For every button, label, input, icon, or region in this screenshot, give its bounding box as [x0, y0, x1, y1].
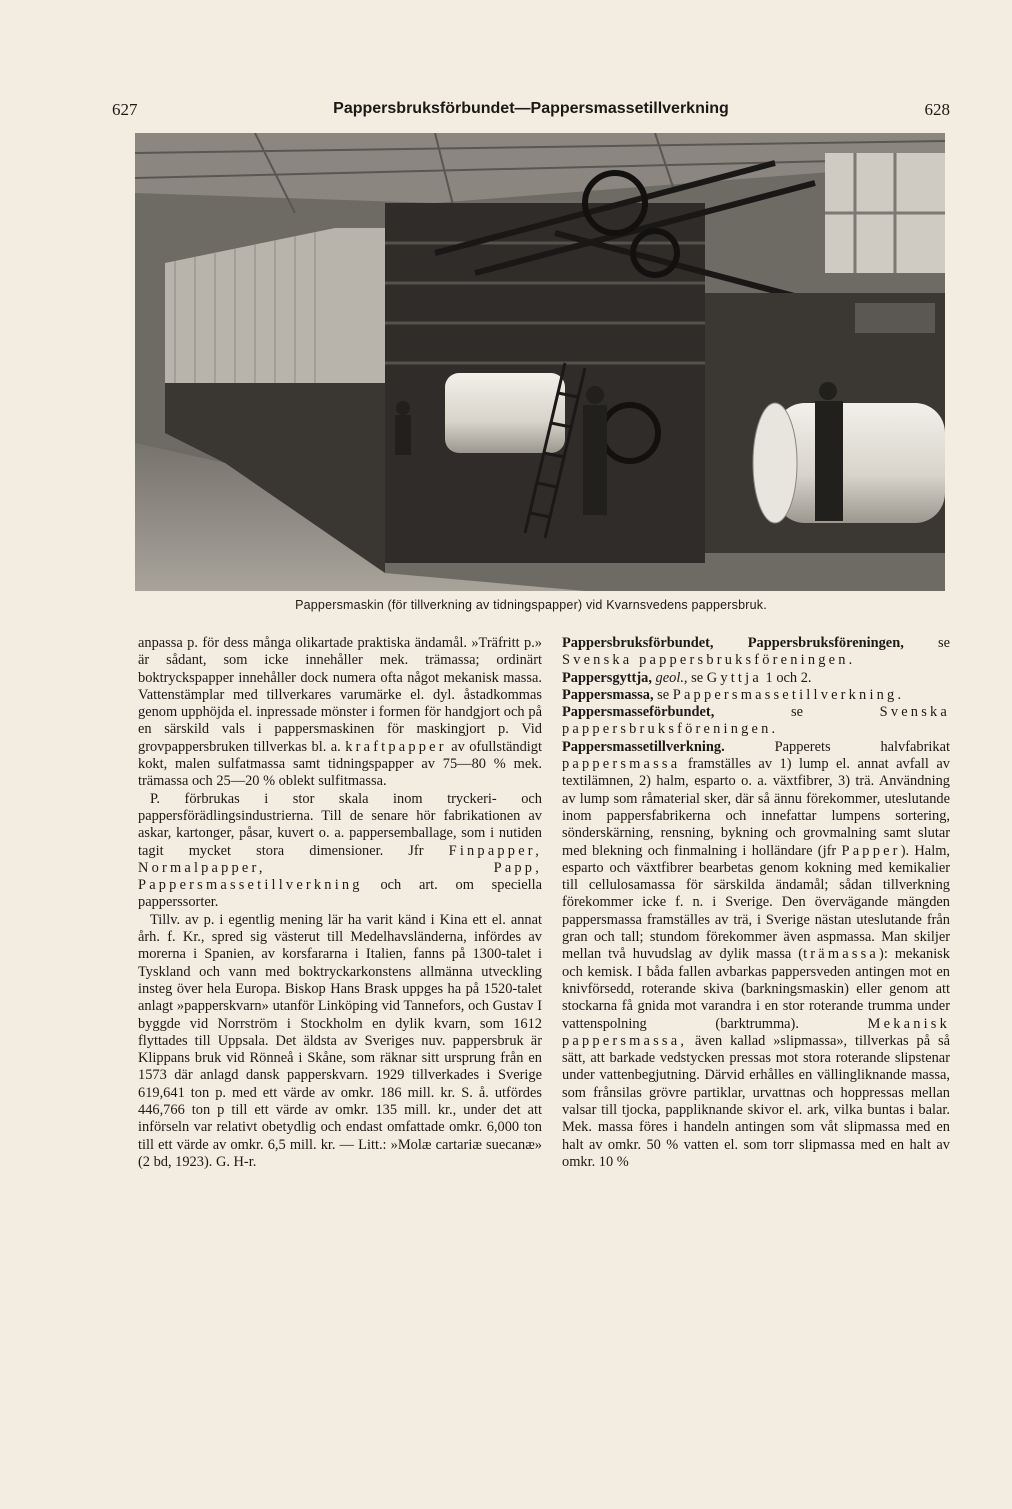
e2-rest: 1 och 2.: [765, 669, 812, 686]
entry-pappersmasseforbundet: [562, 704, 950, 739]
e2-qualifier: geol.,: [655, 669, 688, 686]
p2-ref-2: Normalpapper,: [138, 859, 266, 876]
entry-pappersgyttja: [562, 670, 950, 687]
p2-ref-4: Pappersmassetillverkning: [138, 877, 363, 894]
paragraph-3: Tillv. av p. i egentlig mening lär ha varit känd i Kina ett el. annat årh. f. Kr., spred sig västerut till Medelhavsländerna, infördes av morerna i Spanien, av korsfararna i Italien, fanns på 1300-talet i Tyskland och vann med boktryckarkonstens allmänna utveckling insteg över hela Europa. Biskop Hans Brask uppges ha på 1520-talet anlagt »papperskvarn» utanför Linköping vid Tannefors, och Gustav I byggde vid Norrström i Stockholm en dylik kvarn, som 1612 flyttades till Uppsala. Det äldsta av Sveriges nuv. pappersbruk är Klippans bruk vid Rönneå i Skåne, som räknar sitt ursprung från en 1573 där anlagd dansk papperskvarn. 1929 tillverkades i Sverige 619,641 ton p. med ett värde av omkr. 186 mill. kr. S. å. utfördes 446,766 ton p till ett värde av omkr. 135 mill. kr., under det att införseln var relativt obetydlig och endast omfattade omkr. 6,000 ton till ett värde av omkr. 6,5 mill. kr. — Litt.: »Molæ cartariæ suecanæ» (2 bd, 1923). G. H-r.: [138, 911, 542, 1170]
e1-ref: Svenska pappersbruksföreningen.: [562, 652, 856, 669]
e5-text-b: framställes av 1) lump el. annat avfall av textilämnen, 2) halm, esparto o. a. växtfibrer, 3) trä. Användning av lump som råmaterial sker, där så ännu förekommer, uteslutande inom pappersfabrikerna och innefattar lumpens sortering, sönderskärning, rensning, bykning och grovmalning samt slutar med blekning och finmalning i holländare (jfr: [562, 756, 950, 859]
paragraph-2: [138, 791, 542, 912]
e2-term: Pappersgyttja,: [562, 669, 652, 686]
e4-se: se: [790, 704, 803, 721]
p2-text-b: och art. om speciella papperssorter.: [138, 877, 542, 911]
e1-se: se: [938, 635, 950, 651]
paper-machine-photo: [135, 133, 945, 591]
p2-ref-3: Papp,: [493, 859, 542, 876]
running-title: Pappersbruksförbundet—Pappersmassetillverkning: [333, 100, 729, 117]
entry-pappersmassa: [562, 687, 950, 704]
entry-pappersbruksforbundet: [562, 635, 950, 670]
e5-term: Pappersmassetillverkning.: [562, 738, 725, 755]
e5-spaced-2: Papper: [841, 842, 901, 859]
e4-term: Pappersmasseförbundet,: [562, 704, 715, 721]
paper-machine-illustration: [135, 133, 945, 591]
e5-text-d: ): mekanisk och kemisk. I båda fallen avbarkas pappersveden antingen mot en knivförsedd, roterande skiva (barkningsmaskin) eller genom att stockarna få gnida mot varandra i en stor roterande trumma under vattenspolning (barktrumma).: [562, 946, 950, 1032]
p1-text-a: anpassa p. för dess många olikartade praktiska ändamål. »Träfritt p.» är sådant, som icke innehåller mek. trämassa; ordinärt boktryckspapper innehåller dock numera ofta något mekanisk massa. Vattenstämplar med tillverkares varumärke el. dyl. åstadkommas genom upphöjda el. inpressade mönster i formen för handgjort och på en särskild vals i pappersmaskinen för maskingjort p. Vid grovpappersbruken tillverkas bl. a.: [138, 635, 542, 755]
e5-spaced-3: trämassa: [803, 946, 880, 963]
e3-se: se: [657, 686, 670, 703]
entry-pappersmassetillverkning: [562, 739, 950, 1171]
left-column: [138, 635, 542, 1171]
e1-term-2: Pappersbruksföreningen,: [747, 635, 904, 651]
p2-ref-1: Finpapper,: [448, 842, 542, 859]
e5-text-c: ). Halm, esparto och växtfibrer bearbetas genom kokning med kemikalier till cellulosamassa för särskilda ändamål; sådan tillverkning förekommer icke f. n. i Sverige. Den övervägande mängden pappersmassa framställes av trä, i Sverige nästan uteslutande från gran och tall; stundom förekommer även aspmassa. Man skiljer mellan två huvudslag av dylik massa (: [562, 842, 950, 963]
paragraph-1: [138, 635, 542, 791]
right-column: [562, 635, 950, 1171]
e2-ref: Gyttja: [706, 669, 762, 686]
p2-text-a: P. förbrukas i stor skala inom tryckeri- och pappersförädlingsindustrierna. Till de senare hör fabrikationen av askar, kartonger, påsar, kuvert o. a. pappersemballage, som i nutiden tagit mycket stora dimensioner. Jfr: [138, 790, 542, 859]
p1-text-b: av ofullständigt kokt, malen sulfatmassa samt tidningspapper av 75—80 % mek. trämassa och 25—20 % oblekt sulfitmassa.: [138, 738, 542, 790]
e2-se: se: [691, 669, 704, 686]
e3-term: Pappersmassa,: [562, 686, 654, 703]
e3-ref: Pappersmassetillverkning.: [672, 686, 905, 703]
page-number-right: 628: [924, 100, 950, 119]
running-header: [112, 100, 950, 126]
e5-spaced-4: Mekanisk pappersmassa,: [562, 1015, 950, 1049]
e5-text-a: Papperets halvfabrikat: [774, 738, 950, 755]
e5-spaced-1: pappersmassa: [562, 756, 681, 773]
photo-caption: Pappersmaskin (för tillverkning av tidningspapper) vid Kvarnsvedens pappersbruk.: [295, 598, 767, 612]
e5-text-e: även kallad »slipmassa», tillverkas på så sätt, att barkade vedstycken pressas mot stora roterande slipstenar under vattenbegjutning. Därvid erhålles en vällingliknande massa, som frånsilas grövre partiklar, urvattnas och hoppressas mellan valsar till tjocka, pappliknande skivor el. ark, vilka buntas i balar. Mek. massa föres i handeln antingen som våt slipmassa med en halt av omkr. 50 % vatten el. som torr slipmassa med en halt av omkr. 10 %: [562, 1032, 950, 1170]
p1-spaced-term: kraftpapper: [345, 738, 447, 755]
page-number-left: 627: [112, 100, 138, 119]
e1-term-1: Pappersbruksförbundet,: [562, 635, 714, 651]
e4-ref: Svenska pappersbruksföreningen.: [562, 704, 950, 738]
